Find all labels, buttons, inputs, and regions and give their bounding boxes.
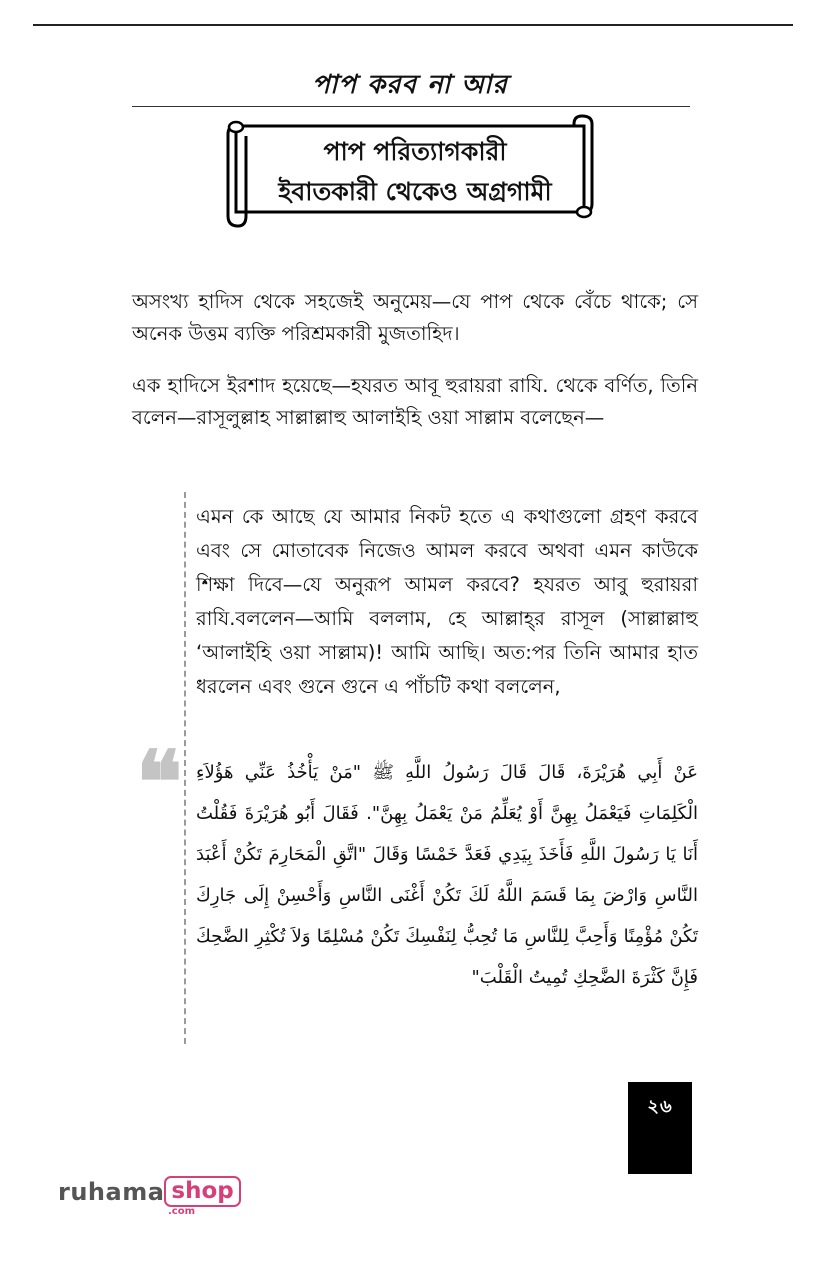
quote-arabic-text: عَنْ أَبِي هُرَيْرَةَ، قَالَ قَالَ رَسُولُ اللَّهِ ﷺ "مَنْ يَأْخُذُ عَنِّي هَؤُلاَءِ الْكَلِمَاتِ فَيَعْمَلُ بِهِنَّ أَوْ يُعَلِّمُ مَنْ يَعْمَلُ بِهِنَّ". فَقَالَ أَبُو هُرَيْرَةَ فَقُلْتُ أَنَا يَا رَسُولَ اللَّهِ فَأَخَذَ بِيَدِي فَعَدَّ خَمْسًا وَقَالَ "اتَّقِ الْمَحَارِمَ تَكُنْ أَعْبَدَ النَّاسِ وَارْضَ بِمَا قَسَمَ اللَّهُ لَكَ تَكُنْ أَغْنَى النَّاسِ وَأَحْسِنْ إِلَى جَارِكَ تَكُنْ مُؤْمِنًا وَأَحِبَّ لِلنَّاسِ مَا تُحِبُّ لِنَفْسِكَ تَكُنْ مُسْلِمًا وَلاَ تُكْثِرِ الضَّحِكَ فَإِنَّ كَثْرَةَ الضَّحِكِ تُمِيتُ الْقَلْبَ" — [196, 762, 698, 988]
body-paragraph-2: এক হাদিসে ইরশাদ হয়েছে—হযরত আবূ হুরায়রা রাযি. থেকে বর্ণিত, তিনি বলেন—রাসূলুল্লাহ সাল্লাল্লাহু আলাইহি ওয়া সাল্লাম বলেছেন— — [132, 374, 698, 429]
page-number-box — [628, 1082, 692, 1174]
quote-mark-icon: ❝ — [136, 732, 183, 833]
logo-main-text: ruhama — [58, 1177, 165, 1206]
logo-shop-badge: shop — [164, 1176, 240, 1207]
running-header-title: পাপ করব না আর — [312, 70, 508, 100]
logo-domain: .com — [168, 1206, 196, 1217]
quote-bengali-text: এমন কে আছে যে আমার নিকট হতে এ কথাগুলো গ্রহণ করবে এবং সে মোতাবেক নিজেও আমল করবে অথবা এমন কাউকে শিক্ষা দিবে—যে অনুরূপ আমল করবে? হযরত আবু হুরায়রা রাযি.বললেন—আমি বললাম, হে আল্লাহ্‌র রাসূল (সাল্লাল্লাহু ‘আলাইহি ওয়া সাল্লাম)! আমি আছি। অত:পর তিনি আমার হাত ধরলেন এবং গুনে গুনে এ পাঁচটি কথা বললেন, — [196, 505, 698, 698]
top-rule — [33, 24, 793, 26]
publisher-logo — [58, 1176, 241, 1217]
chapter-title-banner — [222, 112, 598, 230]
chapter-title-line2: ইবাতকারী থেকেও অগ্রগামী — [278, 177, 552, 206]
header-rule — [132, 106, 690, 107]
body-paragraph-1: অসংখ্য হাদিস থেকে সহজেই অনুমেয়—যে পাপ থেকে বেঁচে থাকে; সে অনেক উত্তম ব্যক্তি পরিশ্রমকারী মুজতাহিদ। — [132, 290, 698, 345]
quote-rule — [184, 492, 186, 1044]
page-number: ২৬ — [647, 1096, 673, 1117]
chapter-title-line1: পাপ পরিত্যাগকারী — [323, 137, 507, 166]
